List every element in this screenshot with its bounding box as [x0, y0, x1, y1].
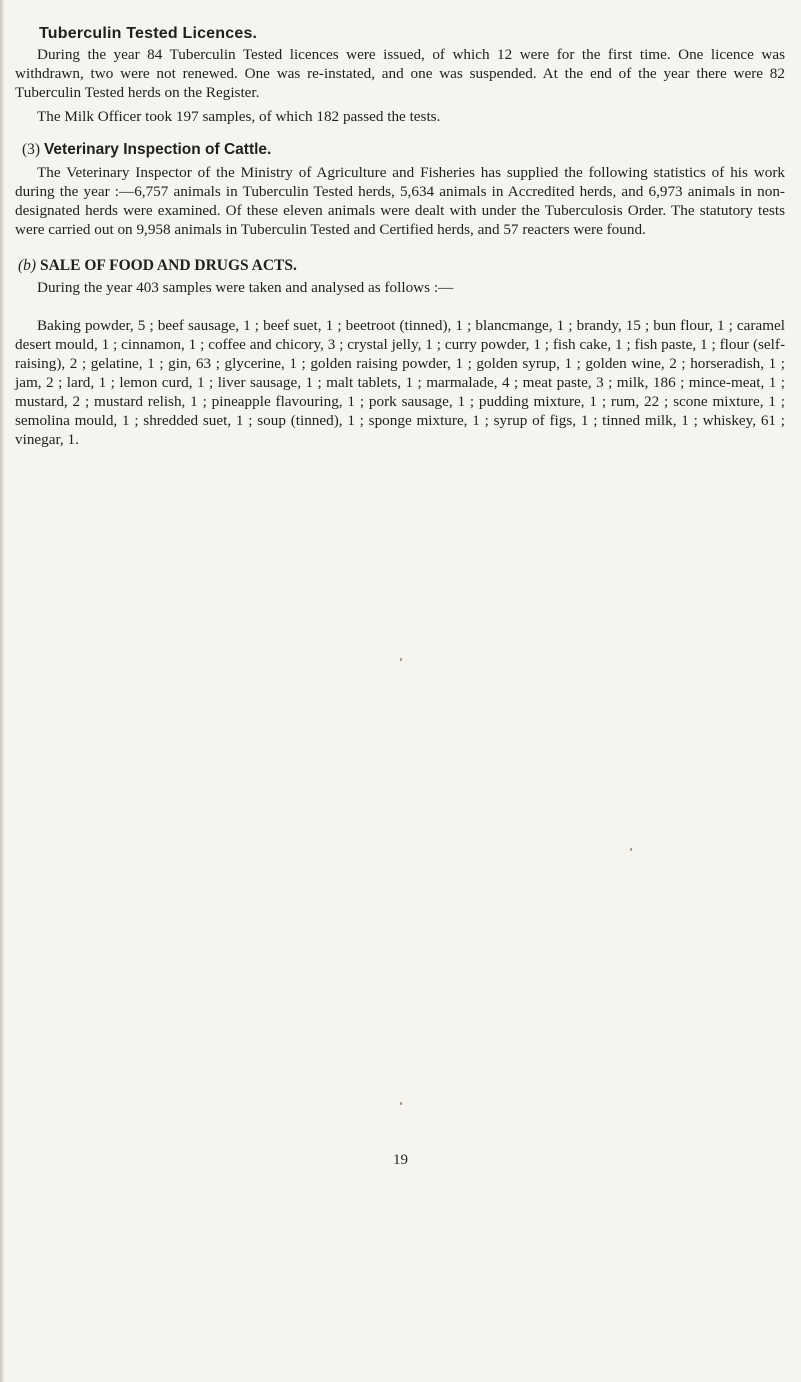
- paper-speck: [400, 658, 402, 661]
- veterinary-paragraph: The Veterinary Inspector of the Ministry of Agriculture and Fisheries has supplied the following statistics of his work during the year :—6,757 animals in Tuberculin Tested herds, 5,634 animals in Accredited herds, and 6,973 animals in non-designated herds were examined. Of these eleven animals were dealt with under the Tuberculosis Order. The statutory tests were carried out on 9,958 animals in Tuberculin Tested and Certified herds, and 57 reacters were found.: [15, 164, 785, 238]
- food-drugs-intro-section: [15, 278, 785, 297]
- page-number: 19: [393, 1152, 408, 1168]
- veterinary-heading: [22, 141, 271, 159]
- food-drugs-intro: During the year 403 samples were taken and analysed as follows :—: [37, 279, 454, 296]
- food-drugs-list-section: [15, 316, 785, 449]
- licences-heading: Tuberculin Tested Licences.: [39, 25, 258, 42]
- milk-officer-section: [15, 107, 785, 126]
- food-drugs-heading: [18, 257, 297, 275]
- food-drugs-heading-number: (b): [18, 257, 37, 274]
- licences-section: [15, 45, 785, 102]
- licences-paragraph: During the year 84 Tuberculin Tested licences were issued, of which 12 were for the first time. One licence was withdrawn, two were not renewed. One was re-instated, and one was suspended. At the end of the year there were 82 Tuberculin Tested herds on the Register.: [15, 46, 785, 101]
- veterinary-heading-title: Veterinary Inspection of Cattle.: [43, 141, 272, 158]
- paper-speck: [400, 1102, 402, 1105]
- page-binding-edge: [0, 0, 4, 1382]
- veterinary-section: [15, 163, 785, 239]
- paper-speck: [630, 848, 632, 851]
- milk-officer-paragraph: The Milk Officer took 197 samples, of which 182 passed the tests.: [37, 108, 441, 125]
- food-drugs-sample-list: Baking powder, 5 ; beef sausage, 1 ; beef suet, 1 ; beetroot (tinned), 1 ; blancmange, 1 ; brandy, 15 ; bun flour, 1 ; caramel desert mould, 1 ; cinnamon, 1 ; coffee and chicory, 3 ; crystal jelly, 1 ; curry powder, 1 ; fish cake, 1 ; fish paste, 1 ; flour (self-raising), 2 ; gelatine, 1 ; gin, 63 ; glycerine, 1 ; golden raising powder, 1 ; golden syrup, 1 ; golden wine, 2 ; horseradish, 1 ; jam, 2 ; lard, 1 ; lemon curd, 1 ; liver sausage, 1 ; malt tablets, 1 ; marmalade, 4 ; meat paste, 3 ; milk, 186 ; mince-meat, 1 ; mustard, 2 ; mustard relish, 1 ; pineapple flavouring, 1 ; pork sausage, 1 ; pudding mixture, 1 ; rum, 22 ; scone mixture, 1 ; semolina mould, 1 ; shredded suet, 1 ; soup (tinned), 1 ; sponge mixture, 1 ; syrup of figs, 1 ; tinned milk, 1 ; whiskey, 61 ; vinegar, 1.: [15, 317, 785, 448]
- food-drugs-heading-title: SALE OF FOOD AND DRUGS ACTS.: [39, 257, 297, 274]
- veterinary-heading-number: (3): [22, 141, 41, 158]
